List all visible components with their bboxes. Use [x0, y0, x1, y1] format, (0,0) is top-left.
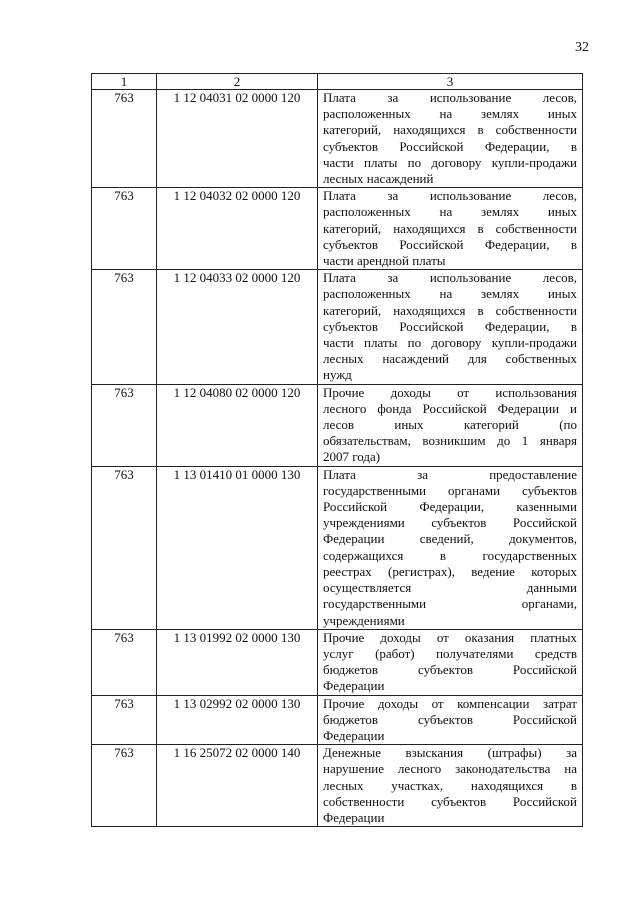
table-body — [92, 74, 583, 827]
description-line: учреждениями — [323, 612, 405, 628]
description-line: Прочие доходы от использования — [323, 384, 577, 400]
description-line: Федерации — [323, 678, 385, 694]
description-line: Прочие доходы от оказания платных — [323, 629, 577, 645]
table-row — [92, 745, 583, 827]
description-line: Прочие доходы от компенсации затрат — [323, 695, 577, 711]
header-row — [92, 74, 583, 90]
table-row — [92, 90, 583, 188]
admin-code-cell: 763 — [92, 629, 157, 695]
description-line: лесного фонда Российской Федерации и — [323, 400, 577, 416]
description-line: учреждениями субъектов Российской — [323, 515, 577, 531]
admin-code-cell: 763 — [92, 270, 157, 384]
header-cell-2: 2 — [157, 74, 318, 90]
admin-code-cell: 763 — [92, 384, 157, 466]
description-line: бюджетов субъектов Российской — [323, 711, 577, 727]
description-line: расположенных на землях иных — [323, 204, 577, 220]
description-line: государственными органами, — [323, 596, 577, 612]
description-line: Денежные взыскания (штрафы) за — [323, 745, 577, 761]
revenue-code-cell: 1 13 02992 02 0000 130 — [157, 695, 318, 745]
description-line: категорий, находящихся в собственности — [323, 220, 577, 236]
table-row — [92, 188, 583, 270]
revenue-code-cell: 1 12 04033 02 0000 120 — [157, 270, 318, 384]
description-line: расположенных на землях иных — [323, 106, 577, 122]
description-line: категорий, находящихся в собственности — [323, 122, 577, 138]
description-line: части платы по договору купли-продажи — [323, 335, 577, 351]
table-row — [92, 466, 583, 629]
revenue-description-cell — [318, 466, 583, 629]
description-line: лесных насаждений — [323, 171, 434, 187]
table-row — [92, 270, 583, 384]
description-line: нарушение лесного законодательства на — [323, 761, 577, 777]
revenue-codes-table — [91, 73, 583, 827]
description-line: Российской Федерации, казенными — [323, 499, 577, 515]
description-line: лесных участках, находящихся в — [323, 777, 577, 793]
revenue-code-cell: 1 12 04080 02 0000 120 — [157, 384, 318, 466]
description-line: Федерации — [323, 809, 385, 825]
table-row — [92, 695, 583, 745]
revenue-description-cell — [318, 695, 583, 745]
description-line: расположенных на землях иных — [323, 286, 577, 302]
admin-code-cell: 763 — [92, 466, 157, 629]
description-line: осуществляется данными — [323, 580, 577, 596]
description-line: Плата за использование лесов, — [323, 188, 577, 204]
description-line: содержащихся в государственных — [323, 547, 577, 563]
revenue-code-cell: 1 13 01992 02 0000 130 — [157, 629, 318, 695]
table-row — [92, 384, 583, 466]
revenue-code-cell: 1 16 25072 02 0000 140 — [157, 745, 318, 827]
revenue-description-cell — [318, 745, 583, 827]
description-line: субъектов Российской Федерации, в — [323, 236, 577, 252]
description-line: обязательствам, возникшим до 1 января — [323, 433, 577, 449]
revenue-code-cell: 1 12 04032 02 0000 120 — [157, 188, 318, 270]
revenue-code-cell: 1 13 01410 01 0000 130 — [157, 466, 318, 629]
description-line: собственности субъектов Российской — [323, 793, 577, 809]
admin-code-cell: 763 — [92, 188, 157, 270]
revenue-description-cell — [318, 90, 583, 188]
description-line: государственными органами субъектов — [323, 482, 577, 498]
revenue-description-cell — [318, 629, 583, 695]
header-cell-3: 3 — [318, 74, 583, 90]
revenue-description-cell — [318, 188, 583, 270]
description-line: 2007 года) — [323, 449, 381, 465]
description-line: субъектов Российской Федерации, в — [323, 138, 577, 154]
revenue-description-cell — [318, 384, 583, 466]
description-line: части арендной платы — [323, 253, 446, 269]
description-line: лесов иных категорий (по — [323, 417, 577, 433]
page-number: 32 — [575, 40, 589, 55]
description-line: категорий, находящихся в собственности — [323, 302, 577, 318]
description-line: нужд — [323, 367, 352, 383]
description-line: услуг (работ) получателями средств — [323, 645, 577, 661]
description-line: Плата за использование лесов, — [323, 90, 577, 105]
revenue-description-cell — [318, 270, 583, 384]
description-line: лесных насаждений для собственных — [323, 351, 577, 367]
description-line: Плата за предоставление — [323, 466, 577, 482]
admin-code-cell: 763 — [92, 745, 157, 827]
description-line: Федерации сведений, документов, — [323, 531, 577, 547]
header-cell-1: 1 — [92, 74, 157, 90]
description-line: реестрах (регистрах), ведение которых — [323, 563, 577, 579]
description-line: бюджетов субъектов Российской — [323, 662, 577, 678]
description-line: Плата за использование лесов, — [323, 270, 577, 286]
table-row — [92, 629, 583, 695]
description-line: части платы по договору купли-продажи — [323, 154, 577, 170]
admin-code-cell: 763 — [92, 695, 157, 745]
revenue-code-cell: 1 12 04031 02 0000 120 — [157, 90, 318, 188]
description-line: Федерации — [323, 727, 385, 743]
description-line: субъектов Российской Федерации, в — [323, 318, 577, 334]
admin-code-cell: 763 — [92, 90, 157, 188]
